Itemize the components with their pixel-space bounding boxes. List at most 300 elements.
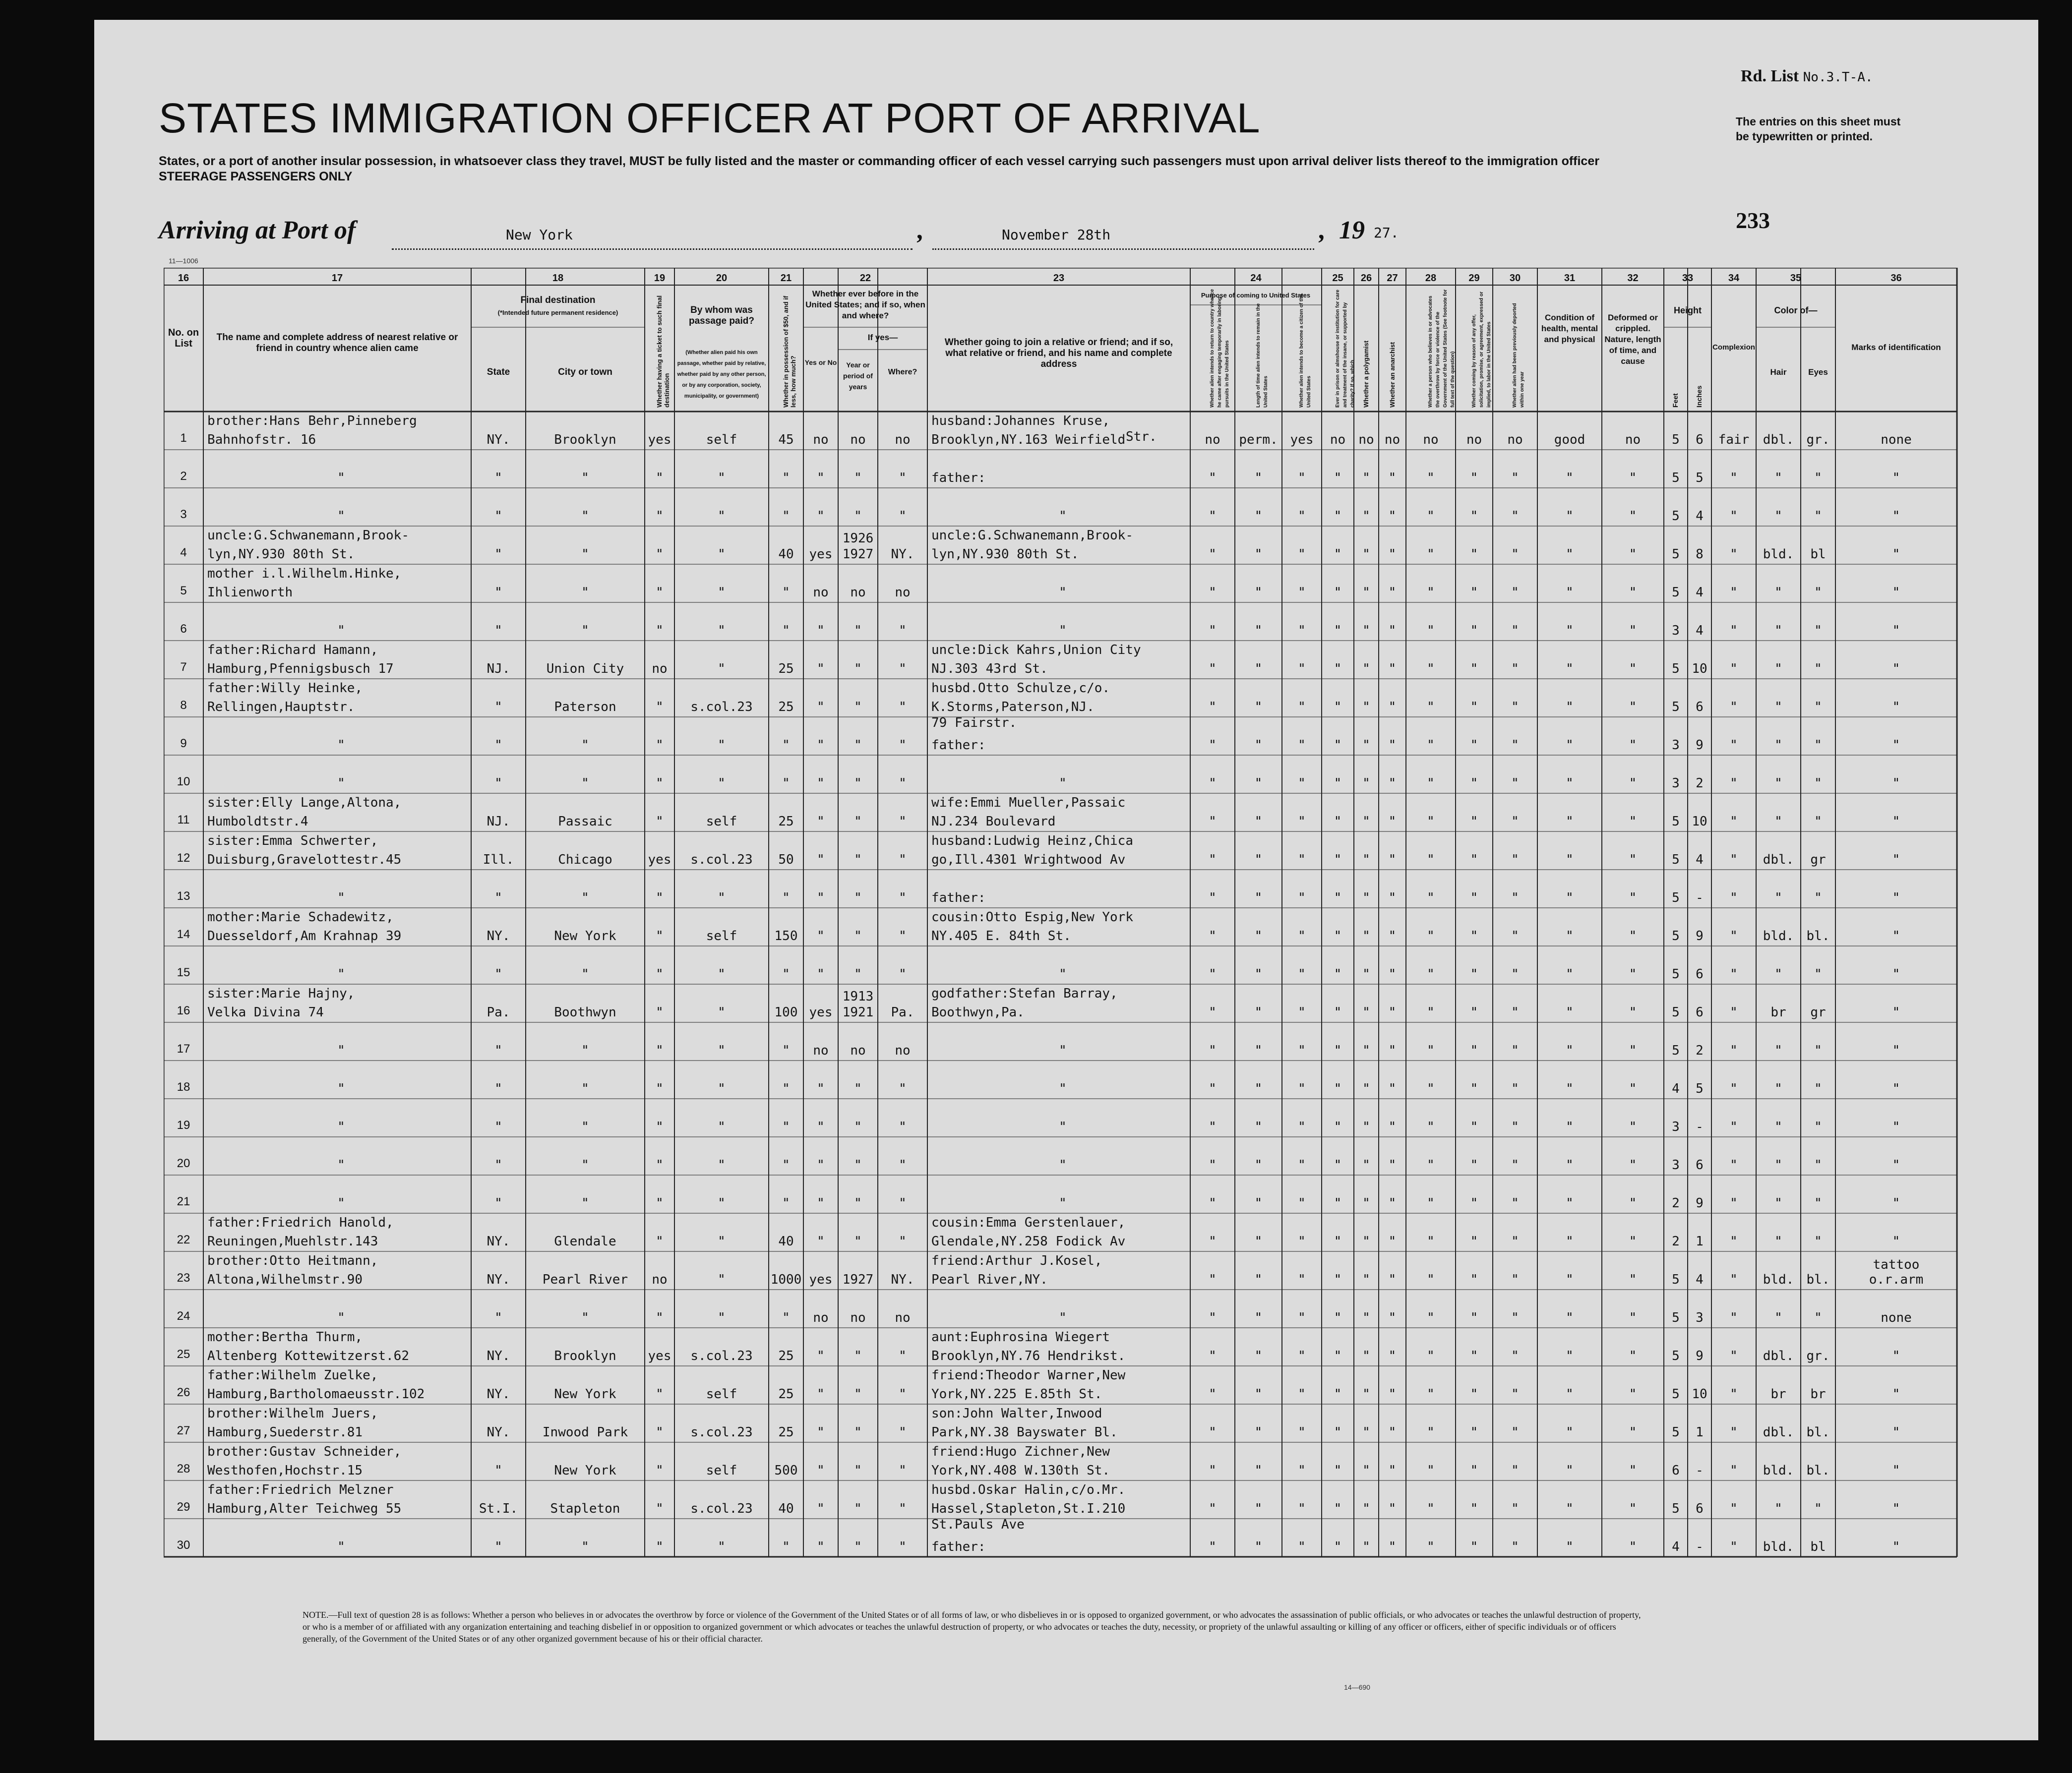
cell-p_a: " [1209, 1043, 1217, 1058]
cell-in: - [1696, 890, 1704, 905]
cell-ticket: " [656, 509, 664, 524]
joining-address: " [1059, 1081, 1067, 1096]
joining-address: " [1059, 776, 1067, 791]
joining-address: " [1059, 967, 1067, 982]
cell-ticket: " [656, 967, 664, 982]
cell-ticket: " [656, 1081, 664, 1096]
cell-prison: " [1334, 585, 1342, 600]
date-value: November 28th [1002, 227, 1111, 243]
cell-p_b: " [1254, 547, 1263, 562]
relative-address: Altenberg Kottewitzerst.62 [207, 1349, 409, 1363]
underline [392, 248, 913, 250]
cell-city: " [581, 585, 589, 600]
cell-prison: " [1334, 471, 1342, 485]
cell-q30: " [1511, 661, 1519, 676]
relative-address: " [337, 1081, 345, 1096]
cell-in: 5 [1696, 1081, 1704, 1096]
cell-in: 10 [1692, 1387, 1707, 1402]
joining-name: son:John Walter,Inwood [931, 1406, 1102, 1421]
cell-q29: " [1470, 471, 1478, 485]
column-number: 33 [1682, 273, 1694, 284]
cell-p_c: " [1298, 509, 1306, 524]
cell-poly: " [1362, 1349, 1370, 1363]
header-final-destination: Final destination [520, 295, 596, 305]
cell-eyes: gr [1810, 852, 1826, 867]
cell-hair: br [1770, 1005, 1786, 1020]
header-feet: Feet [1671, 393, 1679, 408]
cell-q28: " [1427, 814, 1435, 829]
cell-in: 4 [1696, 509, 1704, 524]
year-prefix: 19 [1339, 216, 1365, 244]
cell-where: " [899, 738, 907, 753]
cell-comp: fair [1718, 432, 1750, 447]
cell-eyes: bl. [1806, 1272, 1830, 1287]
relative-address: Hamburg,Bartholomaeusstr.102 [207, 1387, 425, 1402]
cell-before: " [817, 967, 825, 982]
cell-health: " [1566, 661, 1574, 676]
cell-ft: 5 [1672, 471, 1680, 485]
cell-q29: " [1470, 1120, 1478, 1134]
header-money: Whether in possession of $50, and if less, how much? [782, 296, 797, 408]
arrival-line [159, 216, 1399, 245]
cell-city: " [581, 1158, 589, 1173]
cell-marks: " [1892, 661, 1900, 676]
cell-ticket: " [656, 623, 664, 638]
cell-ft: 5 [1672, 929, 1680, 944]
cell-marks: " [1892, 1539, 1900, 1554]
cell-prison: " [1334, 1234, 1342, 1249]
cell-in: 6 [1696, 1501, 1704, 1516]
cell-ticket: " [656, 738, 664, 753]
cell-city: " [581, 738, 589, 753]
cell-money: 50 [778, 852, 794, 867]
cell-marks: none [1881, 432, 1912, 447]
cell-state: " [494, 890, 502, 905]
joining-address: NJ.303 43rd St. [931, 661, 1048, 676]
cell-q29: " [1470, 776, 1478, 791]
cell-before: " [817, 1463, 825, 1478]
joining-address: York,NY.408 W.130th St. [931, 1463, 1110, 1478]
joining-address: Brooklyn,NY.163 Weirfield [931, 432, 1126, 447]
joining-address: Boothwyn,Pa. [931, 1005, 1025, 1020]
cell-before: no [813, 1310, 829, 1325]
note-line: be typewritten or printed. [1736, 130, 1873, 143]
row-number: 12 [177, 851, 190, 865]
cell-in: 2 [1696, 776, 1704, 791]
cell-money: 1000 [770, 1272, 802, 1287]
header-prison: Ever in prison or almshouse or institution for care and treatment of the insane, or supported by charity? If so, which [1335, 290, 1355, 408]
joining-name: friend:Arthur J.Kosel, [931, 1253, 1102, 1268]
cell-poly: " [1362, 967, 1370, 982]
header-city: City or town [558, 367, 612, 377]
cell-ft: 5 [1672, 1501, 1680, 1516]
cell-paid: " [718, 661, 726, 676]
joining-address: " [1059, 585, 1067, 600]
cell-ticket: " [656, 776, 664, 791]
cell-where: " [899, 509, 907, 524]
cell-where: " [899, 700, 907, 714]
cell-marks: " [1892, 1196, 1900, 1211]
header-hair: Hair [1770, 367, 1787, 377]
column-number: 29 [1468, 273, 1480, 284]
relative-address: " [337, 1043, 345, 1058]
cell-q28: " [1427, 1539, 1435, 1554]
cell-hair: " [1774, 776, 1782, 791]
cell-q29: " [1470, 1349, 1478, 1363]
cell-p_a: " [1209, 661, 1217, 676]
row-number: 6 [180, 622, 187, 636]
cell-hair: " [1774, 623, 1782, 638]
cell-ticket: yes [648, 432, 671, 447]
cell-p_c: " [1298, 623, 1306, 638]
cell-q30: " [1511, 1234, 1519, 1249]
cell-ft: 5 [1672, 509, 1680, 524]
cell-q28: " [1427, 509, 1435, 524]
cell-state: " [494, 1120, 502, 1134]
cell-q28: " [1427, 700, 1435, 714]
cell-prison: " [1334, 929, 1342, 944]
cell-prison: " [1334, 1387, 1342, 1402]
relative-address: Velka Divina 74 [207, 1005, 324, 1020]
cell-prison: " [1334, 1196, 1342, 1211]
cell-ft: 5 [1672, 1349, 1680, 1363]
cell-q29: " [1470, 1310, 1478, 1325]
joining-address: Hassel,Stapleton,St.I.210 [931, 1501, 1126, 1516]
cell-comp: " [1730, 661, 1738, 676]
relative-address: " [337, 1310, 345, 1325]
cell-marks: " [1892, 1158, 1900, 1173]
cell-prison: " [1334, 1272, 1342, 1287]
cell-money: 25 [778, 1349, 794, 1363]
relative-address: " [337, 776, 345, 791]
sheet-number: 233 [1736, 208, 1770, 233]
cell-state: " [494, 509, 502, 524]
cell-poly: " [1362, 1158, 1370, 1173]
comma: , [917, 216, 924, 244]
cell-state: NY. [487, 1387, 510, 1402]
cell-poly: no [1358, 432, 1374, 447]
cell-p_c: " [1298, 1463, 1306, 1478]
row-number: 18 [177, 1080, 190, 1094]
cell-comp: " [1730, 776, 1738, 791]
cell-eyes: " [1814, 623, 1822, 638]
cell-q30: " [1511, 1196, 1519, 1211]
year-suffix: 27. [1374, 225, 1399, 241]
cell-q28: " [1427, 967, 1435, 982]
cell-comp: " [1730, 852, 1738, 867]
cell-p_b: " [1254, 1310, 1263, 1325]
relative-address: Ihlienworth [207, 585, 293, 600]
cell-ft: 3 [1672, 738, 1680, 753]
cell-prison: " [1334, 1539, 1342, 1554]
cell-ft: 5 [1672, 1310, 1680, 1325]
cell-comp: " [1730, 738, 1738, 753]
cell-state: NY. [487, 1234, 510, 1249]
column-number: 36 [1890, 273, 1902, 284]
cell-in: 6 [1696, 432, 1704, 447]
cell-paid: s.col.23 [690, 1349, 753, 1363]
cell-paid: " [718, 1081, 726, 1096]
cell-hair: " [1774, 1501, 1782, 1516]
cell-before: " [817, 852, 825, 867]
cell-marks: " [1892, 814, 1900, 829]
cell-money: 40 [778, 1234, 794, 1249]
cell-hair: dbl. [1763, 1349, 1794, 1363]
cell-p_b: " [1254, 738, 1263, 753]
cell-city: " [581, 1310, 589, 1325]
row-number: 3 [180, 508, 187, 521]
cell-comp: " [1730, 1501, 1738, 1516]
cell-marks: " [1892, 509, 1900, 524]
cell-q29: " [1470, 890, 1478, 905]
joining-address: go,Ill.4301 Wrightwood Av [931, 852, 1126, 867]
cell-money: " [782, 738, 790, 753]
header-if-yes: If yes— [867, 333, 898, 342]
cell-state: " [494, 547, 502, 562]
cell-p_a: " [1209, 1196, 1217, 1211]
cell-paid: " [718, 1539, 726, 1554]
cell-year: " [854, 852, 862, 867]
cell-anar: " [1388, 1234, 1397, 1249]
cell-hair: " [1774, 1234, 1782, 1249]
cell-q30: " [1511, 1463, 1519, 1478]
cell-poly: " [1362, 547, 1370, 562]
column-number: 31 [1564, 273, 1576, 284]
cell-prison: " [1334, 509, 1342, 524]
cell-deform: " [1629, 585, 1637, 600]
cell-health: " [1566, 1425, 1574, 1440]
joining-address: Glendale,NY.258 Fodick Av [931, 1234, 1126, 1249]
column-number: 26 [1360, 273, 1372, 284]
cell-marks: " [1892, 967, 1900, 982]
cell-ft: 2 [1672, 1196, 1680, 1211]
cell-q29: " [1470, 623, 1478, 638]
cell-p_a: " [1209, 738, 1217, 753]
cell-paid: " [718, 1005, 726, 1020]
row-number: 16 [177, 1004, 190, 1017]
cell-city: Chicago [558, 852, 612, 867]
cell-where: " [899, 890, 907, 905]
cell-city: " [581, 1539, 589, 1554]
cell-state: NY. [487, 1349, 510, 1363]
cell-money: 25 [778, 661, 794, 676]
relative-address: " [337, 890, 345, 905]
cell-city: Brooklyn [554, 1349, 616, 1363]
cell-before: " [817, 1349, 825, 1363]
row-number: 4 [180, 546, 187, 559]
cell-in: 8 [1696, 547, 1704, 562]
joining-address: " [1059, 623, 1067, 638]
cell-p_b: " [1254, 471, 1263, 485]
cell-anar: " [1388, 1463, 1397, 1478]
cell-p_a: " [1209, 1425, 1217, 1440]
cell-prison: " [1334, 623, 1342, 638]
cell-paid: " [718, 585, 726, 600]
cell-year: " [854, 661, 862, 676]
cell-where: " [899, 1501, 907, 1516]
cell-prison: " [1334, 1120, 1342, 1134]
cell-city: Paterson [554, 700, 616, 714]
cell-before: " [817, 700, 825, 714]
cell-where: no [895, 432, 911, 447]
cell-where: no [895, 1310, 911, 1325]
cell-poly: " [1362, 738, 1370, 753]
header-year-period: Year or period of years [843, 361, 873, 391]
cell-p_b: " [1254, 1501, 1263, 1516]
cell-state: " [494, 1158, 502, 1173]
cell-prison: " [1334, 1501, 1342, 1516]
cell-year: 1927 [842, 1272, 874, 1287]
cell-in: 6 [1696, 700, 1704, 714]
list-number [1741, 67, 1873, 86]
cell-year: " [854, 738, 862, 753]
cell-q29: " [1470, 1387, 1478, 1402]
relative-name: father:Willy Heinke, [207, 681, 363, 696]
cell-deform: " [1629, 967, 1637, 982]
cell-p_a: " [1209, 547, 1217, 562]
cell-eyes: " [1814, 661, 1822, 676]
cell-marks: " [1892, 776, 1900, 791]
cell-before: " [817, 1539, 825, 1554]
relative-address: Reuningen,Muehlstr.143 [207, 1234, 378, 1249]
cell-city: New York [554, 1387, 616, 1402]
joining-address: 79 Fairstr. [931, 715, 1017, 730]
cell-health: " [1566, 585, 1574, 600]
cell-ft: 5 [1672, 547, 1680, 562]
cell-ticket: " [656, 890, 664, 905]
cell-poly: " [1362, 1120, 1370, 1134]
cell-comp: " [1730, 1425, 1738, 1440]
cell-year: " [854, 623, 862, 638]
cell-anar: " [1388, 623, 1397, 638]
cell-ticket: " [656, 471, 664, 485]
column-number: 27 [1387, 273, 1398, 284]
cell-state: " [494, 1463, 502, 1478]
cell-where: " [899, 1234, 907, 1249]
cell-where: " [899, 1081, 907, 1096]
cell-deform: " [1629, 1196, 1637, 1211]
cell-q28: " [1427, 1043, 1435, 1058]
cell-deform: " [1629, 776, 1637, 791]
cell-anar: " [1388, 738, 1397, 753]
cell-q30: " [1511, 814, 1519, 829]
header-q30: Whether alien had been previously deported within one year [1512, 303, 1525, 408]
header-relative-address: The name and complete address of nearest relative or friend in country whence alien came [216, 332, 458, 354]
cell-city: " [581, 890, 589, 905]
cell-p_a: " [1209, 1272, 1217, 1287]
cell-marks: " [1892, 1501, 1900, 1516]
cell-p_b: " [1254, 1349, 1263, 1363]
cell-prison: " [1334, 1158, 1342, 1173]
cell-deform: " [1629, 700, 1637, 714]
cell-city: Pearl River [542, 1272, 628, 1287]
cell-prison: " [1334, 1349, 1342, 1363]
cell-hair: dbl. [1763, 1425, 1794, 1440]
cell-q30: " [1511, 1081, 1519, 1096]
column-number: 35 [1790, 273, 1802, 284]
cell-marks: " [1892, 929, 1900, 944]
cell-comp: " [1730, 1272, 1738, 1287]
cell-ft: 5 [1672, 1425, 1680, 1440]
cell-q28: " [1427, 776, 1435, 791]
cell-before: " [817, 1425, 825, 1440]
cell-p_b: " [1254, 1158, 1263, 1173]
cell-q30: " [1511, 1349, 1519, 1363]
cell-anar: " [1388, 1005, 1397, 1020]
cell-poly: " [1362, 623, 1370, 638]
cell-q30: " [1511, 929, 1519, 944]
cell-p_a: " [1209, 1234, 1217, 1249]
cell-q29: " [1470, 1043, 1478, 1058]
cell-q30: " [1511, 1310, 1519, 1325]
cell-state: " [494, 471, 502, 485]
cell-marks: tattoo [1873, 1257, 1920, 1272]
cell-year: " [854, 1158, 862, 1173]
joining-address: NJ.234 Boulevard [931, 814, 1056, 829]
header-purpose-citizen: Whether alien intends to become a citizen of the United States [1299, 294, 1312, 408]
cell-p_c: " [1298, 1272, 1306, 1287]
subtitle-line: STEERAGE PASSENGERS ONLY [159, 170, 353, 183]
cell-in: 9 [1696, 929, 1704, 944]
cell-anar: " [1388, 1272, 1397, 1287]
cell-q28: " [1427, 623, 1435, 638]
footnote: NOTE.—Full text of question 28 is as follows: Whether a person who believes in or advocates the overthrow by force or violence of the Government of the United States or of all forms of law, or who disbelieves in or is opposed to organized government, or who advocates the assassination of public officials, or who advocates or teaches the unlawful destruction of property, or who is a member of or affiliated with any organization entertaining and teaching disbelief in or opposition to organized government or which advocates or teaches the unlawful destruction of property, or who advocates or teaches the duty, necessity, or propriety of the unlawful assaulting or killing of any officer or officers, either of specific individuals or of officers generally, of the Government of the United States or of any other organized government because of his or their official character. [303, 1610, 1641, 1644]
cell-eyes: gr [1810, 1005, 1826, 1020]
header-yes-no: Yes or No [804, 358, 837, 366]
cell-in: 4 [1696, 585, 1704, 600]
cell-ft: 4 [1672, 1539, 1680, 1554]
cell-before: " [817, 890, 825, 905]
cell-eyes: bl. [1806, 1463, 1830, 1478]
cell-q28: " [1427, 852, 1435, 867]
cell-q30: " [1511, 967, 1519, 982]
joining-address: " [1059, 1158, 1067, 1173]
cell-where: " [899, 471, 907, 485]
cell-p_a: " [1209, 1081, 1217, 1096]
row-number: 24 [177, 1309, 190, 1323]
cell-comp: " [1730, 1158, 1738, 1173]
column-number: 30 [1509, 273, 1521, 284]
cell-q30: " [1511, 547, 1519, 562]
cell-in: 10 [1692, 661, 1707, 676]
cell-in: 1 [1696, 1234, 1704, 1249]
cell-p_c: " [1298, 1196, 1306, 1211]
cell-q28: " [1427, 1387, 1435, 1402]
cell-q28: " [1427, 547, 1435, 562]
cell-p_a: " [1209, 1349, 1217, 1363]
cell-where: NY. [891, 547, 914, 562]
cell-p_a: " [1209, 1387, 1217, 1402]
cell-q28: no [1423, 432, 1439, 447]
cell-marks: " [1892, 1043, 1900, 1058]
cell-marks: " [1892, 1234, 1900, 1249]
cell-comp: " [1730, 1120, 1738, 1134]
cell-money: " [782, 890, 790, 905]
cell-p_a: " [1209, 890, 1217, 905]
joining-name: uncle:Dick Kahrs,Union City [931, 643, 1141, 657]
cell-q30: " [1511, 1043, 1519, 1058]
cell-anar: " [1388, 1387, 1397, 1402]
cell-eyes: bl. [1806, 929, 1830, 944]
cell-in: 6 [1696, 967, 1704, 982]
cell-p_c: " [1298, 661, 1306, 676]
cell-marks: " [1892, 700, 1900, 714]
cell-anar: " [1388, 1310, 1397, 1325]
cell-where: no [895, 585, 911, 600]
column-number: 28 [1425, 273, 1437, 284]
relative-name: brother:Hans Behr,Pinneberg [207, 414, 417, 428]
cell-q30: " [1511, 623, 1519, 638]
